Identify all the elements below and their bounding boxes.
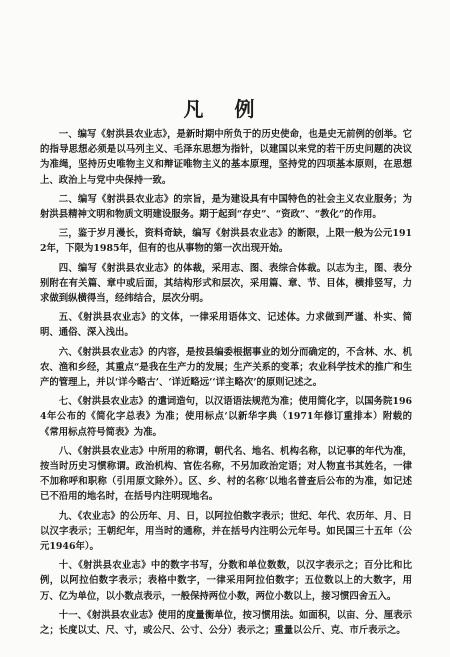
page-title: 凡 例 <box>183 97 267 121</box>
paragraph-2: 二、编写《射洪县农业志》的宗旨，是为建设具有中国特色的社会主义农业服务；为射洪县精神文明和物质文明建设服务。期于起到“存史”、“资政”、“教化”的作用。 <box>40 193 412 221</box>
paragraph-10: 十、《射洪县农业志》中的数字书写，分数和单位数数，以汉字表示之；百分比和比例，以阿拉伯数字表示；表格中数字，一律采用阿拉伯数字；五位数以上的大数字，用万、亿为单位，以小数点表示，一般保持两位小数，两位小数以上，接习惯四舍五入。 <box>40 560 412 602</box>
paragraph-3: 三，鉴于岁月漫长，资料奇缺，编写《射洪县农业志》的断限，上限一般为公元1912年，下限为1985年，但有的也从事物的第一次出现开始。 <box>40 228 412 255</box>
paragraph-7: 七、《射洪县农业志》的遣词造句，以汉语语法规范为准；使用简化字，以国务院1964年公布的《简化字总表》为准；使用标点‘以新华字典（1971年修订重排本）附载的《常用标点符号简表》为准。 <box>40 396 412 438</box>
document-body <box>40 127 412 638</box>
paragraph-9: 九、《农业志》的公历年、月、日，以阿拉伯数字表示；世纪、年代、农历年、月、日以汉字表示；王朝纪年，用当时的通称，并在括号内注明公元年号。如民国三十五年（公元1946年）。 <box>40 510 412 553</box>
paragraph-5: 五、《射洪县农业志》的文体，一律采用语体文、记述体。力求做到严谨、朴实、简明、通俗、深入浅出。 <box>40 312 412 339</box>
paragraph-6: 六、《射洪县农业志》的内容，是按县编委根据事业的划分而确定的，不含林、水、机农、渔和乡经，其重点“是我在生产力的发展；生产关系的变革；农业科学技术的推广和生产的管理上，并以‘详今略古’、‘详近略远’‘详主略次’的原则记述之。 <box>40 346 412 389</box>
paragraph-4: 四、编写《射洪县农业志》的体裁，采用志、图、表综合体裁。以志为主，图、表分别附在有关篇、章中或后面，其结构形式和层次，采用篇、章、节、目体，横排竖写，力求做到纵横得当，经纬结合，层次分明。 <box>40 262 412 305</box>
paragraph-8: 八、《射洪县农业志》中所用的称谓，朝代名、地名、机构名称，以记事的年代为准，按当时历史习惯称谓。政治机构、官佐名称，不另加政治定语；对人物直书其姓名，一律不加称呼和职称（引用原文除外）。区、乡、村的名称‘以地名普查后公布的为准，如记述已不沿用的地名时，在括号内注明现地名。 <box>40 445 412 503</box>
paragraph-1: 一、编写《射洪县农业志》，是新时期中所负于的历史使命，也是史无前例的创举。它的指导思想必须是以马列主义、毛泽东思想为指针，以建国以来党的若干历史问题的决议为准绳，坚持历史唯物主义和辩证唯物主义的基本原理，坚持党的四项基本原则，在思想上、政治上与党中央保持一致。 <box>40 129 412 186</box>
paragraph-11: 十一、《射洪县农业志》使用的度量衡单位，按习惯用法。如面积，以亩、分、厘表示之；长度以丈、尺、寸，或公尺、公寸、公分）表示之；重量以公斤、克、市斤表示之。 <box>40 609 412 637</box>
